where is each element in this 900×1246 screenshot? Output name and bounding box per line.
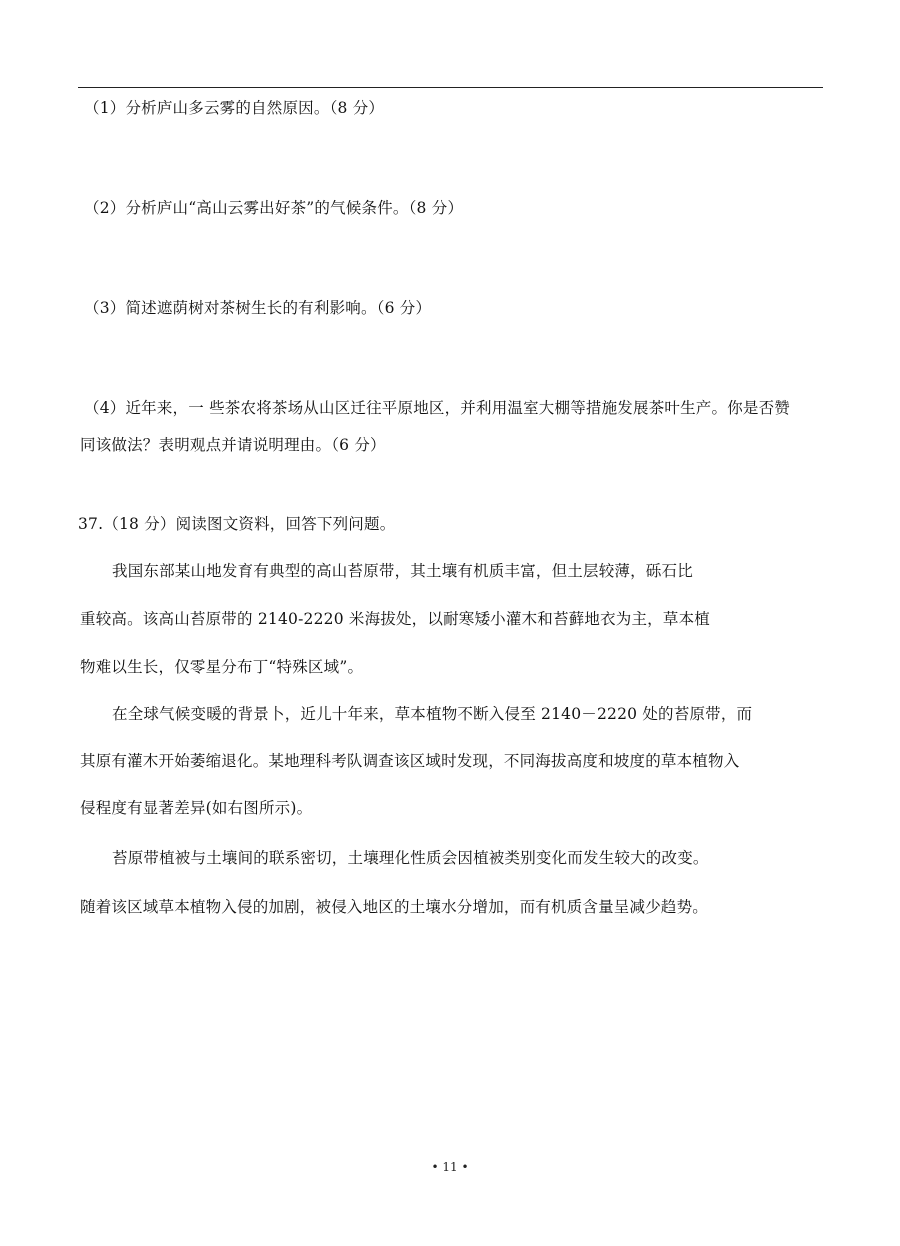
paragraph-1-line-2: 重较高。该高山苔原带的 2140-2220 米海拔处，以耐寒矮小灌木和苔藓地衣为主，草本植: [80, 610, 710, 628]
question-4-line-2: 同该做法？表明观点并请说明理由。（6 分）: [80, 436, 386, 454]
question-1: （1）分析庐山多云雾的自然原因。（8 分）: [84, 99, 385, 117]
question-3: （3）简述遮荫树对茶树生长的有利影响。（6 分）: [84, 299, 432, 317]
question-2: （2）分析庐山“高山云雾出好茶”的气候条件。（8 分）: [84, 199, 464, 217]
question-4-line-1: （4）近年来，一 些茶农将茶场从山区迁往平原地区，并利用温室大棚等措施发展茶叶生产。你是否赞: [84, 399, 790, 417]
header-rule: [78, 87, 823, 88]
paragraph-2-line-3: 侵程度有显著差异(如右图所示)。: [80, 799, 313, 817]
paragraph-2-line-2: 其原有灌木开始萎缩退化。某地理科考队调查该区域时发现，不同海拔高度和坡度的草本植物入: [80, 752, 740, 770]
paragraph-2-line-1: 在全球气候变暖的背景卜，近儿十年来，草本植物不断入侵至 2140－2220 处的苔原带，而: [112, 705, 753, 723]
paragraph-3-line-2: 随着该区域草本植物入侵的加剧，被侵入地区的土壤水分增加，而有机质含量呈减少趋势。: [80, 898, 709, 916]
page-number: • 11 •: [431, 1160, 469, 1174]
paragraph-3-line-1: 苔原带植被与土壤间的联系密切，土壤理化性质会因植被类别变化而发生较大的改变。: [112, 849, 709, 867]
question-37-heading: 37.（18 分）阅读图文资料，回答下列问题。: [78, 515, 396, 533]
paragraph-1-line-1: 我国东部某山地发育有典型的高山苔原带，其土壤有机质丰富，但土层较薄，砾石比: [112, 562, 693, 580]
paragraph-1-line-3: 物难以生长，仅零星分布丁“特殊区域”。: [80, 658, 364, 676]
